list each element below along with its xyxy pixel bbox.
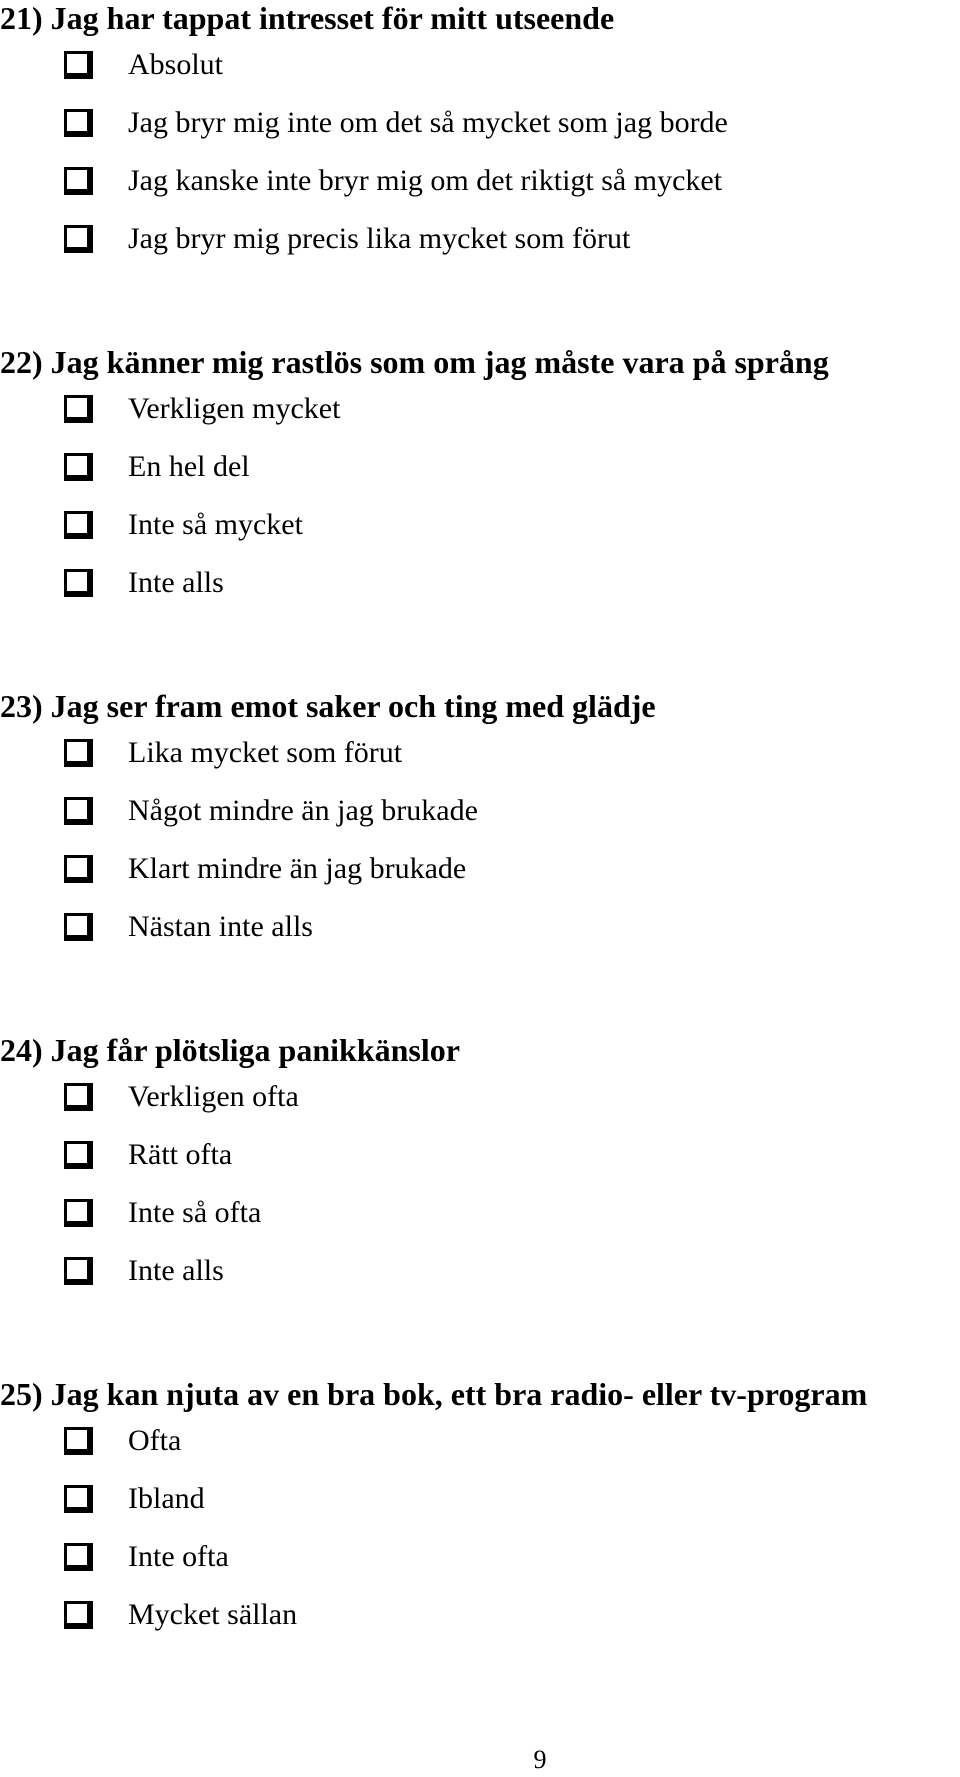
question-24 — [0, 1032, 960, 1294]
question-text: Jag känner mig rastlös som om jag måste vara på språng — [50, 344, 829, 380]
answer-label: Jag kanske inte bryr mig om det riktigt så mycket — [128, 164, 723, 197]
answer-label: Absolut — [128, 48, 224, 81]
checkbox-icon[interactable] — [64, 1083, 93, 1111]
answer-label: Verkligen mycket — [128, 392, 341, 425]
checkbox-icon[interactable] — [64, 511, 93, 539]
answer-label: Inte så mycket — [128, 508, 303, 541]
answer-options — [0, 1062, 960, 1294]
checkbox-icon[interactable] — [64, 797, 93, 825]
checkbox-icon[interactable] — [64, 1427, 93, 1455]
answer-label: En hel del — [128, 450, 250, 483]
answer-label: Inte ofta — [128, 1540, 229, 1573]
checkbox-icon[interactable] — [64, 453, 93, 481]
answer-label: Klart mindre än jag brukade — [128, 852, 467, 885]
answer-option — [0, 1464, 960, 1522]
answer-options — [0, 1406, 960, 1638]
checkbox-icon[interactable] — [64, 1199, 93, 1227]
answer-option — [0, 718, 960, 776]
answer-option — [0, 1406, 960, 1464]
answer-option — [0, 1236, 960, 1294]
answer-option — [0, 30, 960, 88]
question-23 — [0, 688, 960, 950]
answer-label: Inte så ofta — [128, 1196, 262, 1229]
checkbox-icon[interactable] — [64, 51, 93, 79]
checkbox-icon[interactable] — [64, 913, 93, 941]
answer-label: Nästan inte alls — [128, 910, 313, 943]
answer-label: Lika mycket som förut — [128, 736, 403, 769]
answer-option — [0, 88, 960, 146]
answer-option — [0, 1120, 960, 1178]
question-21 — [0, 0, 960, 262]
question-number: 22) — [0, 344, 43, 380]
checkbox-icon[interactable] — [64, 225, 93, 253]
answer-option — [0, 374, 960, 432]
answer-option — [0, 834, 960, 892]
answer-option — [0, 490, 960, 548]
checkbox-icon[interactable] — [64, 1543, 93, 1571]
question-number: 24) — [0, 1032, 43, 1068]
answer-options — [0, 30, 960, 262]
answer-label: Jag bryr mig inte om det så mycket som jag borde — [128, 106, 728, 139]
question-text: Jag får plötsliga panikkänslor — [50, 1032, 460, 1068]
answer-option — [0, 432, 960, 490]
checkbox-icon[interactable] — [64, 569, 93, 597]
question-number: 23) — [0, 688, 43, 724]
answer-option — [0, 548, 960, 606]
answer-label: Mycket sällan — [128, 1598, 298, 1631]
answer-option — [0, 1062, 960, 1120]
answer-label: Jag bryr mig precis lika mycket som förut — [128, 222, 631, 255]
answer-options — [0, 374, 960, 606]
answer-options — [0, 718, 960, 950]
checkbox-icon[interactable] — [64, 1601, 93, 1629]
question-text: Jag ser fram emot saker och ting med glädje — [50, 688, 656, 724]
answer-label: Verkligen ofta — [128, 1080, 299, 1113]
answer-option — [0, 204, 960, 262]
answer-option — [0, 1522, 960, 1580]
answer-label: Inte alls — [128, 1254, 224, 1287]
page-number: 9 — [533, 1745, 547, 1774]
answer-option — [0, 1580, 960, 1638]
answer-option — [0, 776, 960, 834]
checkbox-icon[interactable] — [64, 1485, 93, 1513]
question-text: Jag kan njuta av en bra bok, ett bra radio- eller tv-program — [50, 1376, 868, 1412]
checkbox-icon[interactable] — [64, 1141, 93, 1169]
answer-option — [0, 892, 960, 950]
question-text: Jag har tappat intresset för mitt utseende — [50, 0, 615, 36]
answer-label: Inte alls — [128, 566, 224, 599]
question-number: 21) — [0, 0, 43, 36]
answer-label: Något mindre än jag brukade — [128, 794, 478, 827]
checkbox-icon[interactable] — [64, 109, 93, 137]
question-number: 25) — [0, 1376, 43, 1412]
checkbox-icon[interactable] — [64, 855, 93, 883]
answer-label: Rätt ofta — [128, 1138, 233, 1171]
answer-label: Ibland — [128, 1482, 205, 1515]
checkbox-icon[interactable] — [64, 1257, 93, 1285]
checkbox-icon[interactable] — [64, 167, 93, 195]
question-25 — [0, 1376, 960, 1638]
answer-label: Ofta — [128, 1424, 182, 1457]
question-22 — [0, 344, 960, 606]
checkbox-icon[interactable] — [64, 739, 93, 767]
checkbox-icon[interactable] — [64, 395, 93, 423]
answer-option — [0, 146, 960, 204]
answer-option — [0, 1178, 960, 1236]
